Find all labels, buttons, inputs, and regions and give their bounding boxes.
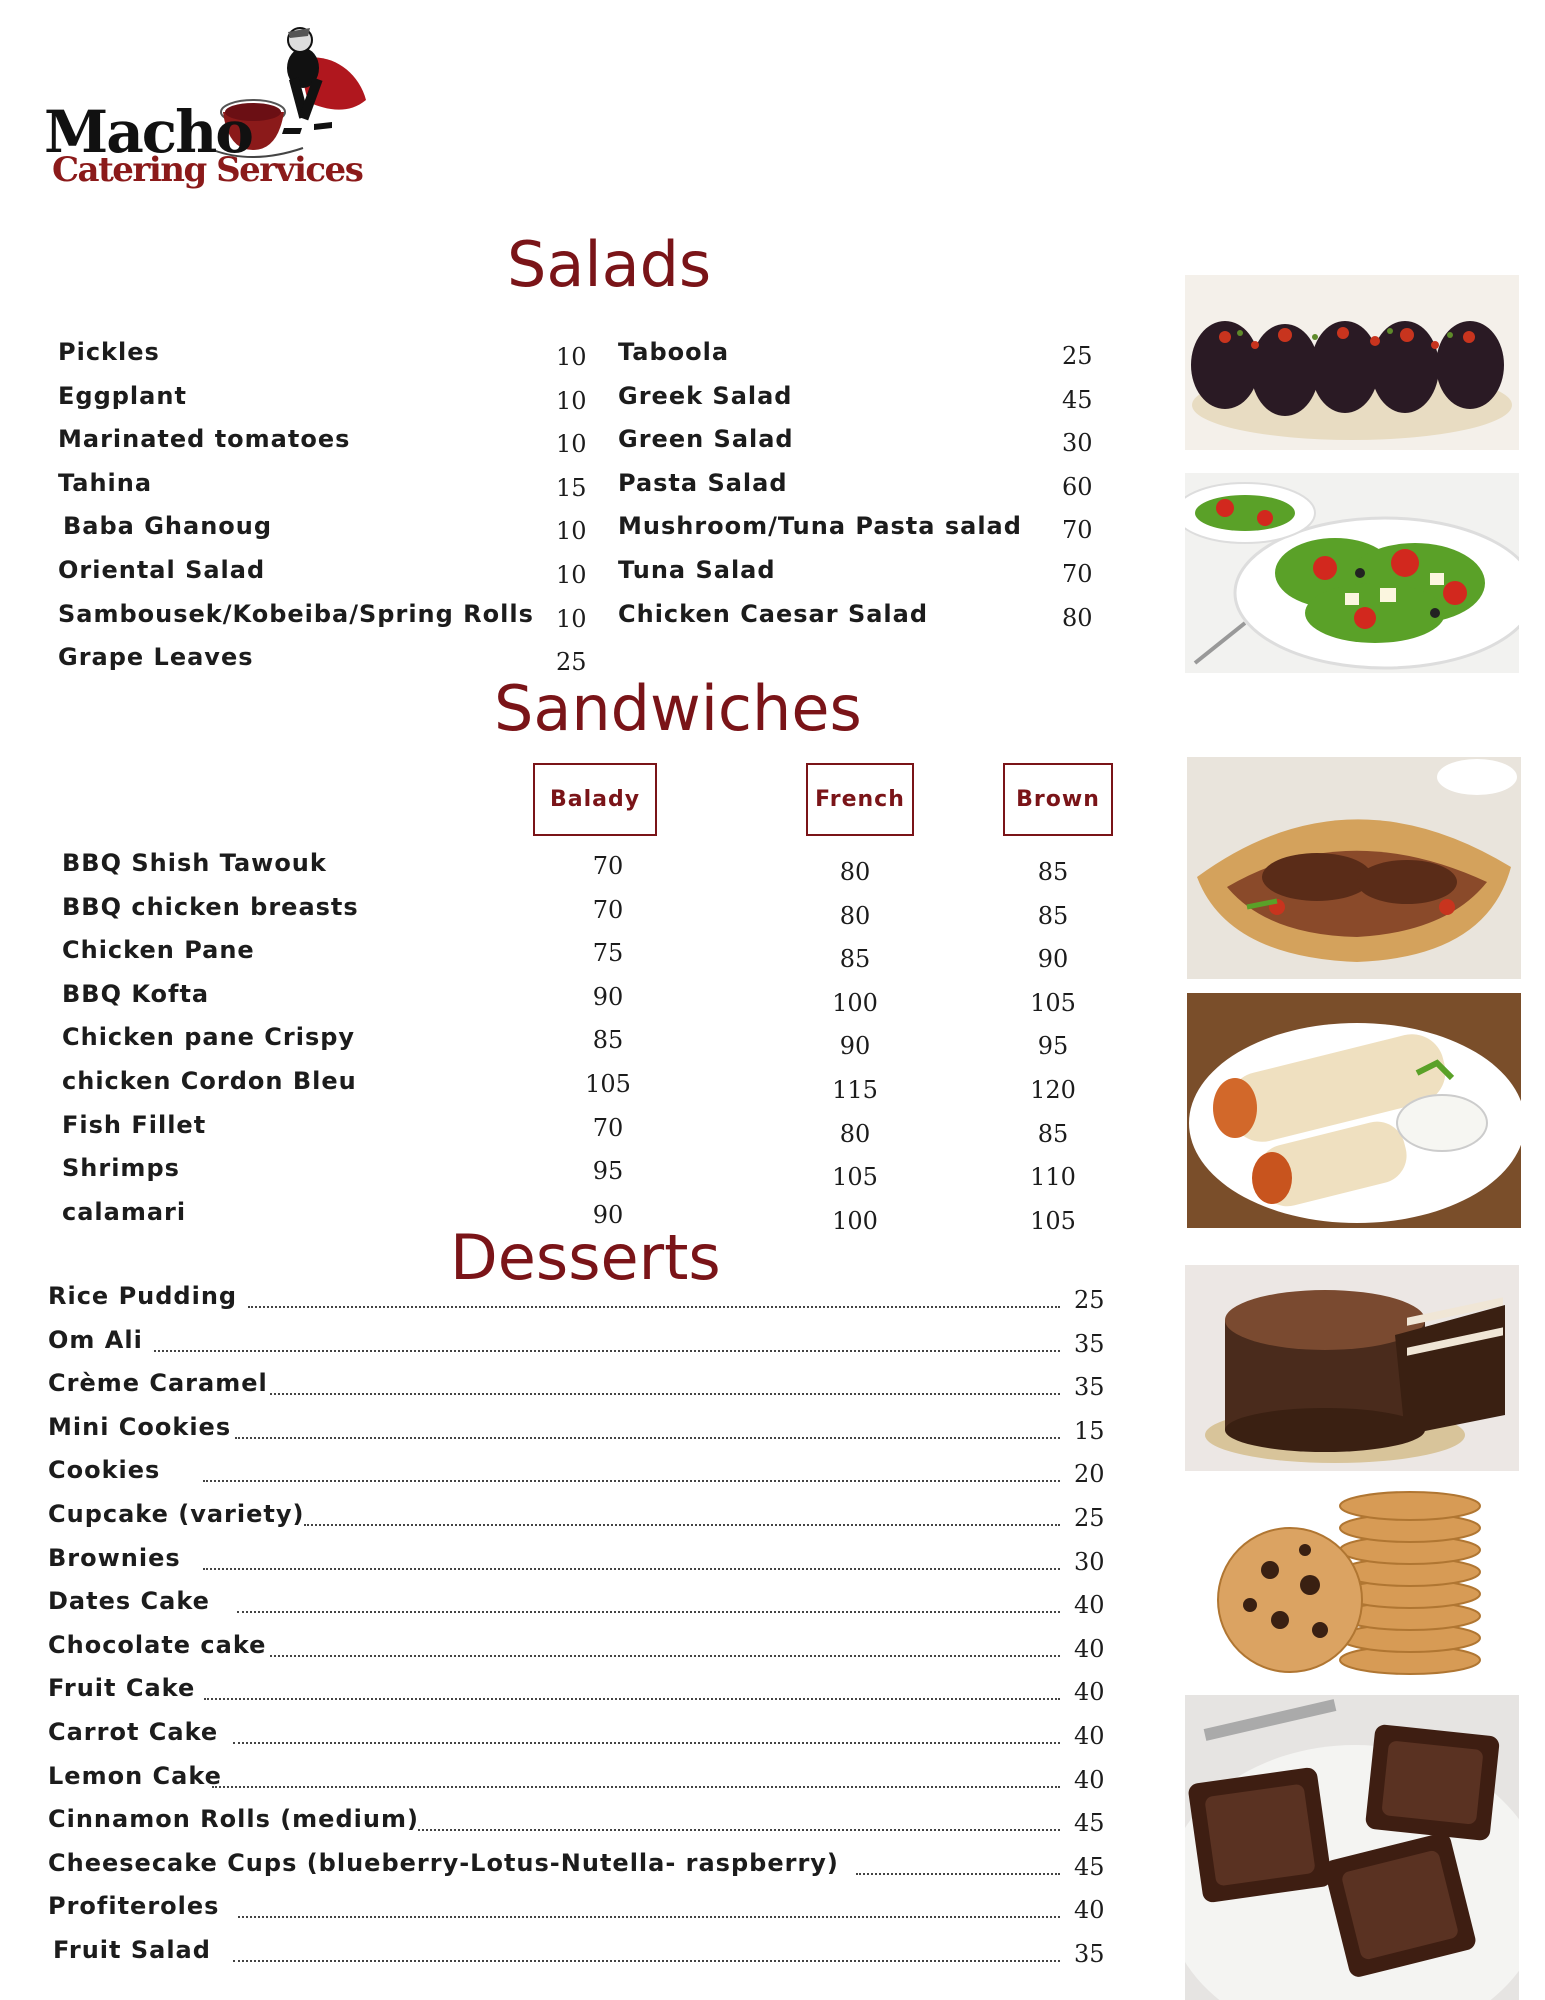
salad-name: Chicken Caesar Salad bbox=[618, 599, 929, 628]
salad-name: Grape Leaves bbox=[58, 643, 254, 672]
dessert-price: 25 bbox=[1074, 1286, 1105, 1314]
dotted-leader bbox=[204, 1698, 1060, 1700]
salad-name: Sambousek/Kobeiba/Spring Rolls bbox=[58, 599, 534, 628]
dessert-name: Cinnamon Rolls (medium) bbox=[48, 1805, 419, 1834]
dotted-leader bbox=[856, 1873, 1060, 1875]
dotted-leader bbox=[203, 1568, 1060, 1570]
dotted-leader bbox=[270, 1393, 1060, 1395]
sandwiches-heading: Sandwiches bbox=[494, 672, 862, 745]
dessert-name: Crème Caramel bbox=[48, 1369, 268, 1398]
eggplant-photo bbox=[1185, 275, 1519, 450]
salad-price: 80 bbox=[1062, 603, 1093, 632]
brand-name: Macho bbox=[44, 98, 252, 166]
salad-price: 10 bbox=[556, 604, 587, 633]
salad-price: 30 bbox=[1062, 429, 1093, 458]
sandwich-name: Fish Fillet bbox=[62, 1110, 207, 1139]
salads-heading: Salads bbox=[507, 228, 712, 301]
dessert-price: 15 bbox=[1074, 1416, 1105, 1445]
cookies-photo bbox=[1210, 1490, 1490, 1680]
dotted-leader bbox=[203, 1480, 1060, 1482]
dessert-price: 35 bbox=[1074, 1940, 1105, 1968]
sandwich-price-balady: 90 bbox=[592, 982, 624, 1011]
sandwich-price-french: 80 bbox=[839, 1119, 871, 1148]
salad-price: 70 bbox=[1062, 516, 1093, 545]
salad-price: 25 bbox=[1062, 342, 1093, 370]
sandwich-price-balady: 70 bbox=[592, 1113, 624, 1142]
sandwich-name: BBQ Shish Tawouk bbox=[62, 849, 327, 877]
dessert-name: Mini Cookies bbox=[48, 1412, 232, 1441]
sandwich-name: chicken Cordon Bleu bbox=[62, 1067, 357, 1095]
salad-price: 10 bbox=[556, 561, 587, 589]
brand-logo bbox=[38, 20, 378, 200]
dessert-name: Fruit Cake bbox=[48, 1674, 196, 1703]
column-header-brown: Brown bbox=[1003, 763, 1113, 836]
sandwich-price-balady: 70 bbox=[592, 852, 624, 880]
sandwich-price-brown: 85 bbox=[1037, 1119, 1069, 1148]
desserts-heading: Desserts bbox=[450, 1221, 721, 1294]
sandwich-price-french: 80 bbox=[839, 901, 871, 930]
kofta-sandwich-photo bbox=[1187, 757, 1521, 979]
salad-name: Eggplant bbox=[58, 381, 187, 410]
salad-name: Greek Salad bbox=[618, 381, 793, 410]
salad-price: 10 bbox=[556, 430, 587, 459]
sandwich-price-brown: 120 bbox=[1030, 1076, 1076, 1104]
sandwich-price-brown: 85 bbox=[1037, 858, 1069, 886]
dotted-leader bbox=[212, 1786, 1060, 1788]
sandwich-price-balady: 95 bbox=[592, 1157, 624, 1186]
sandwich-price-french: 100 bbox=[832, 1206, 878, 1235]
dessert-name: Carrot Cake bbox=[48, 1718, 219, 1746]
salad-name: Baba Ghanoug bbox=[63, 512, 273, 541]
salad-name: Taboola bbox=[618, 338, 730, 366]
dessert-name: Lemon Cake bbox=[48, 1761, 222, 1790]
dotted-leader bbox=[154, 1350, 1060, 1352]
sandwich-name: calamari bbox=[62, 1197, 187, 1226]
salad-name: Green Salad bbox=[618, 425, 794, 454]
dessert-price: 40 bbox=[1074, 1765, 1105, 1794]
sandwich-price-brown: 90 bbox=[1037, 945, 1069, 974]
dessert-price: 35 bbox=[1074, 1373, 1105, 1402]
dessert-name: Dates Cake bbox=[48, 1587, 210, 1616]
sandwich-price-french: 100 bbox=[832, 988, 878, 1017]
sandwich-price-balady: 90 bbox=[592, 1200, 624, 1229]
dessert-price: 40 bbox=[1074, 1634, 1105, 1663]
brownies-photo bbox=[1185, 1695, 1519, 2000]
salad-name: Marinated tomatoes bbox=[58, 425, 351, 454]
salad-price: 45 bbox=[1062, 385, 1093, 414]
sandwich-name: BBQ chicken breasts bbox=[62, 892, 359, 921]
dessert-price: 40 bbox=[1074, 1678, 1105, 1707]
salad-price: 10 bbox=[556, 386, 587, 415]
sandwich-price-balady: 75 bbox=[592, 939, 624, 968]
brand-tagline: Catering Services bbox=[52, 150, 363, 190]
dessert-price: 45 bbox=[1074, 1852, 1105, 1881]
salad-price: 70 bbox=[1062, 560, 1093, 588]
dessert-price: 40 bbox=[1074, 1896, 1105, 1925]
wrap-sandwich-photo bbox=[1187, 993, 1521, 1228]
dotted-leader bbox=[235, 1437, 1060, 1439]
sandwich-price-french: 90 bbox=[839, 1032, 871, 1061]
dessert-price: 40 bbox=[1074, 1591, 1105, 1620]
salad-price: 10 bbox=[556, 517, 587, 546]
salad-price: 60 bbox=[1062, 472, 1093, 501]
sandwich-price-brown: 105 bbox=[1030, 988, 1076, 1017]
salad-name: Mushroom/Tuna Pasta salad bbox=[618, 512, 1022, 541]
column-header-french: French bbox=[806, 763, 914, 836]
dessert-name: Brownies bbox=[48, 1543, 181, 1572]
sandwich-price-french: 105 bbox=[832, 1163, 878, 1192]
sandwich-name: Chicken Pane bbox=[62, 936, 255, 965]
dessert-price: 20 bbox=[1074, 1460, 1105, 1489]
salad-name: Oriental Salad bbox=[58, 556, 266, 584]
salad-name: Tahina bbox=[58, 468, 153, 497]
sandwich-price-french: 115 bbox=[832, 1076, 878, 1104]
dessert-price: 45 bbox=[1074, 1809, 1105, 1838]
salad-price: 25 bbox=[556, 648, 587, 677]
salad-name: Tuna Salad bbox=[618, 556, 776, 584]
column-header-balady: Balady bbox=[533, 763, 657, 836]
chocolate-cake-photo bbox=[1185, 1265, 1519, 1471]
dotted-leader bbox=[304, 1524, 1060, 1526]
dotted-leader bbox=[248, 1306, 1060, 1308]
dotted-leader bbox=[233, 1960, 1060, 1962]
dessert-name: Cookies bbox=[48, 1456, 161, 1485]
dessert-name: Chocolate cake bbox=[48, 1630, 267, 1659]
dessert-price: 40 bbox=[1074, 1722, 1105, 1750]
greek-salad-photo bbox=[1185, 473, 1519, 673]
sandwich-name: BBQ Kofta bbox=[62, 979, 210, 1008]
dessert-name: Cheesecake Cups (blueberry-Lotus-Nutella- raspberry) bbox=[48, 1848, 839, 1877]
dessert-name: Rice Pudding bbox=[48, 1282, 238, 1310]
salad-name: Pickles bbox=[58, 338, 160, 366]
dessert-name: Cupcake (variety) bbox=[48, 1500, 305, 1528]
dotted-leader bbox=[238, 1916, 1060, 1918]
dessert-name: Om Ali bbox=[48, 1325, 143, 1354]
salad-name: Pasta Salad bbox=[618, 468, 788, 497]
sandwich-price-french: 80 bbox=[839, 858, 871, 886]
dessert-name: Fruit Salad bbox=[53, 1936, 211, 1964]
sandwich-price-french: 85 bbox=[839, 945, 871, 974]
salad-price: 15 bbox=[556, 473, 587, 502]
salad-price: 10 bbox=[556, 343, 587, 371]
sandwich-price-brown: 110 bbox=[1030, 1163, 1076, 1192]
sandwich-price-balady: 70 bbox=[592, 895, 624, 924]
sandwich-price-brown: 85 bbox=[1037, 901, 1069, 930]
dessert-price: 35 bbox=[1074, 1329, 1105, 1358]
dotted-leader bbox=[233, 1742, 1060, 1744]
dessert-price: 30 bbox=[1074, 1547, 1105, 1576]
sandwich-price-balady: 85 bbox=[592, 1026, 624, 1055]
dessert-price: 25 bbox=[1074, 1504, 1105, 1532]
sandwich-name: Shrimps bbox=[62, 1154, 180, 1183]
sandwich-price-brown: 105 bbox=[1030, 1206, 1076, 1235]
sandwich-price-brown: 95 bbox=[1037, 1032, 1069, 1061]
dotted-leader bbox=[270, 1655, 1060, 1657]
sandwich-name: Chicken pane Crispy bbox=[62, 1023, 356, 1052]
dotted-leader bbox=[237, 1611, 1060, 1613]
sandwich-price-balady: 105 bbox=[585, 1070, 631, 1098]
dessert-name: Profiteroles bbox=[48, 1892, 220, 1921]
dotted-leader bbox=[418, 1829, 1060, 1831]
